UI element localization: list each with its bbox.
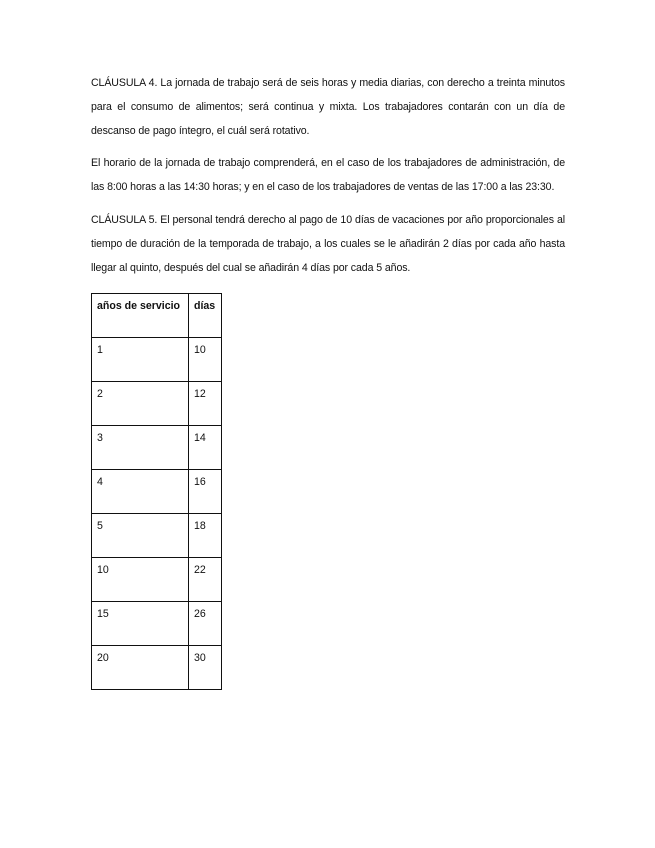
table-row xyxy=(92,382,222,426)
years-cell: 10 xyxy=(92,558,189,602)
days-cell: 12 xyxy=(189,382,222,426)
days-cell: 14 xyxy=(189,426,222,470)
header-days: días xyxy=(189,294,222,338)
days-cell: 22 xyxy=(189,558,222,602)
days-cell: 10 xyxy=(189,338,222,382)
vacation-table xyxy=(91,293,222,690)
table-row xyxy=(92,558,222,602)
clausula-4-paragraph: CLÁUSULA 4. La jornada de trabajo será de seis horas y media diarias, con derecho a treinta minutos para el consumo de alimentos; será continua y mixta. Los trabajadores contarán con un día de descanso de pago íntegro, el cuál será rotativo. xyxy=(91,77,565,137)
table-row xyxy=(92,426,222,470)
table-row xyxy=(92,602,222,646)
table-header-row xyxy=(92,294,222,338)
years-cell: 20 xyxy=(92,646,189,690)
table-row xyxy=(92,470,222,514)
years-cell: 3 xyxy=(92,426,189,470)
clausula-5-paragraph: CLÁUSULA 5. El personal tendrá derecho al pago de 10 días de vacaciones por año proporcionales al tiempo de duración de la temporada de trabajo, a los cuales se le añadirán 2 días por cada año hasta llegar al quinto, después del cual se añadirán 4 días por cada 5 años. xyxy=(91,213,565,274)
document-page xyxy=(91,72,565,690)
horario-paragraph: El horario de la jornada de trabajo comprenderá, en el caso de los trabajadores de administración, de las 8:00 horas a las 14:30 horas; y en el caso de los trabajadores de ventas de las 17:00 a las 23:30. xyxy=(91,157,565,194)
table-row xyxy=(92,646,222,690)
years-cell: 4 xyxy=(92,470,189,514)
years-cell: 15 xyxy=(92,602,189,646)
years-cell: 2 xyxy=(92,382,189,426)
years-cell: 5 xyxy=(92,514,189,558)
days-cell: 18 xyxy=(189,514,222,558)
table-row xyxy=(92,338,222,382)
header-years-of-service: años de servicio xyxy=(92,294,189,338)
days-cell: 16 xyxy=(189,470,222,514)
days-cell: 26 xyxy=(189,602,222,646)
years-cell: 1 xyxy=(92,338,189,382)
table-row xyxy=(92,514,222,558)
days-cell: 30 xyxy=(189,646,222,690)
